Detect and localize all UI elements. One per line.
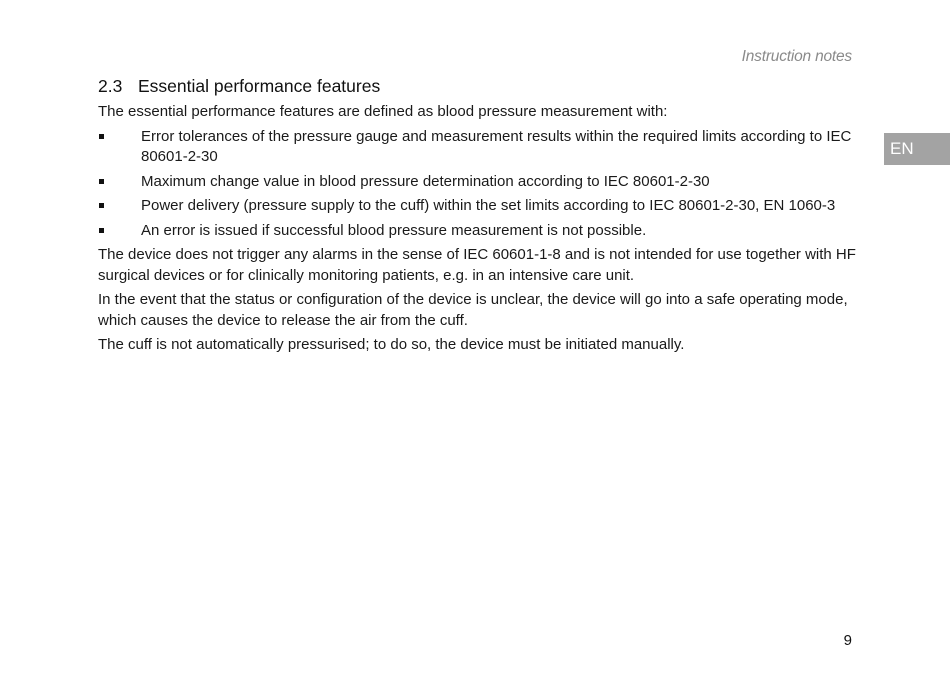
section-number: 2.3 [98,76,123,96]
square-bullet-icon [99,203,104,208]
running-header: Instruction notes [741,48,852,65]
square-bullet-icon [99,228,104,233]
cuff-paragraph: The cuff is not automatically pressurised; to do so, the device must be initiated manually. [98,336,685,353]
section-heading [98,74,856,98]
feature-list [98,127,856,242]
square-bullet-icon [99,134,104,139]
list-item-text: Power delivery (pressure supply to the cuff) within the set limits according to IEC 80601-2-30, EN 1060-3 [141,197,836,214]
list-item [98,196,856,217]
list-item-text: Maximum change value in blood pressure determination according to IEC 80601-2-30 [141,172,710,190]
intro-paragraph: The essential performance features are defined as blood pressure measurement with: [98,103,668,120]
page-number: 9 [843,632,852,649]
page-content [98,74,856,360]
list-item [98,127,856,168]
square-bullet-icon [99,179,104,184]
section-title: Essential performance features [138,76,381,96]
list-item-text: An error is issued if successful blood pressure measurement is not possible. [141,221,647,239]
language-tab: EN [884,133,950,165]
list-item-text: Error tolerances of the pressure gauge and measurement results within the required limits according to IEC 80601-2-30 [141,127,852,165]
list-item [98,172,856,193]
safe-mode-paragraph: In the event that the status or configuration of the device is unclear, the device will go into a safe operating mode, which causes the device to release the air from the cuff. [98,291,848,329]
list-item [98,221,856,242]
alarm-paragraph: The device does not trigger any alarms in the sense of IEC 60601-1-8 and is not intended for use together with HF surgical devices or for clinically monitoring patients, e.g. in an intensive care unit. [98,246,856,284]
